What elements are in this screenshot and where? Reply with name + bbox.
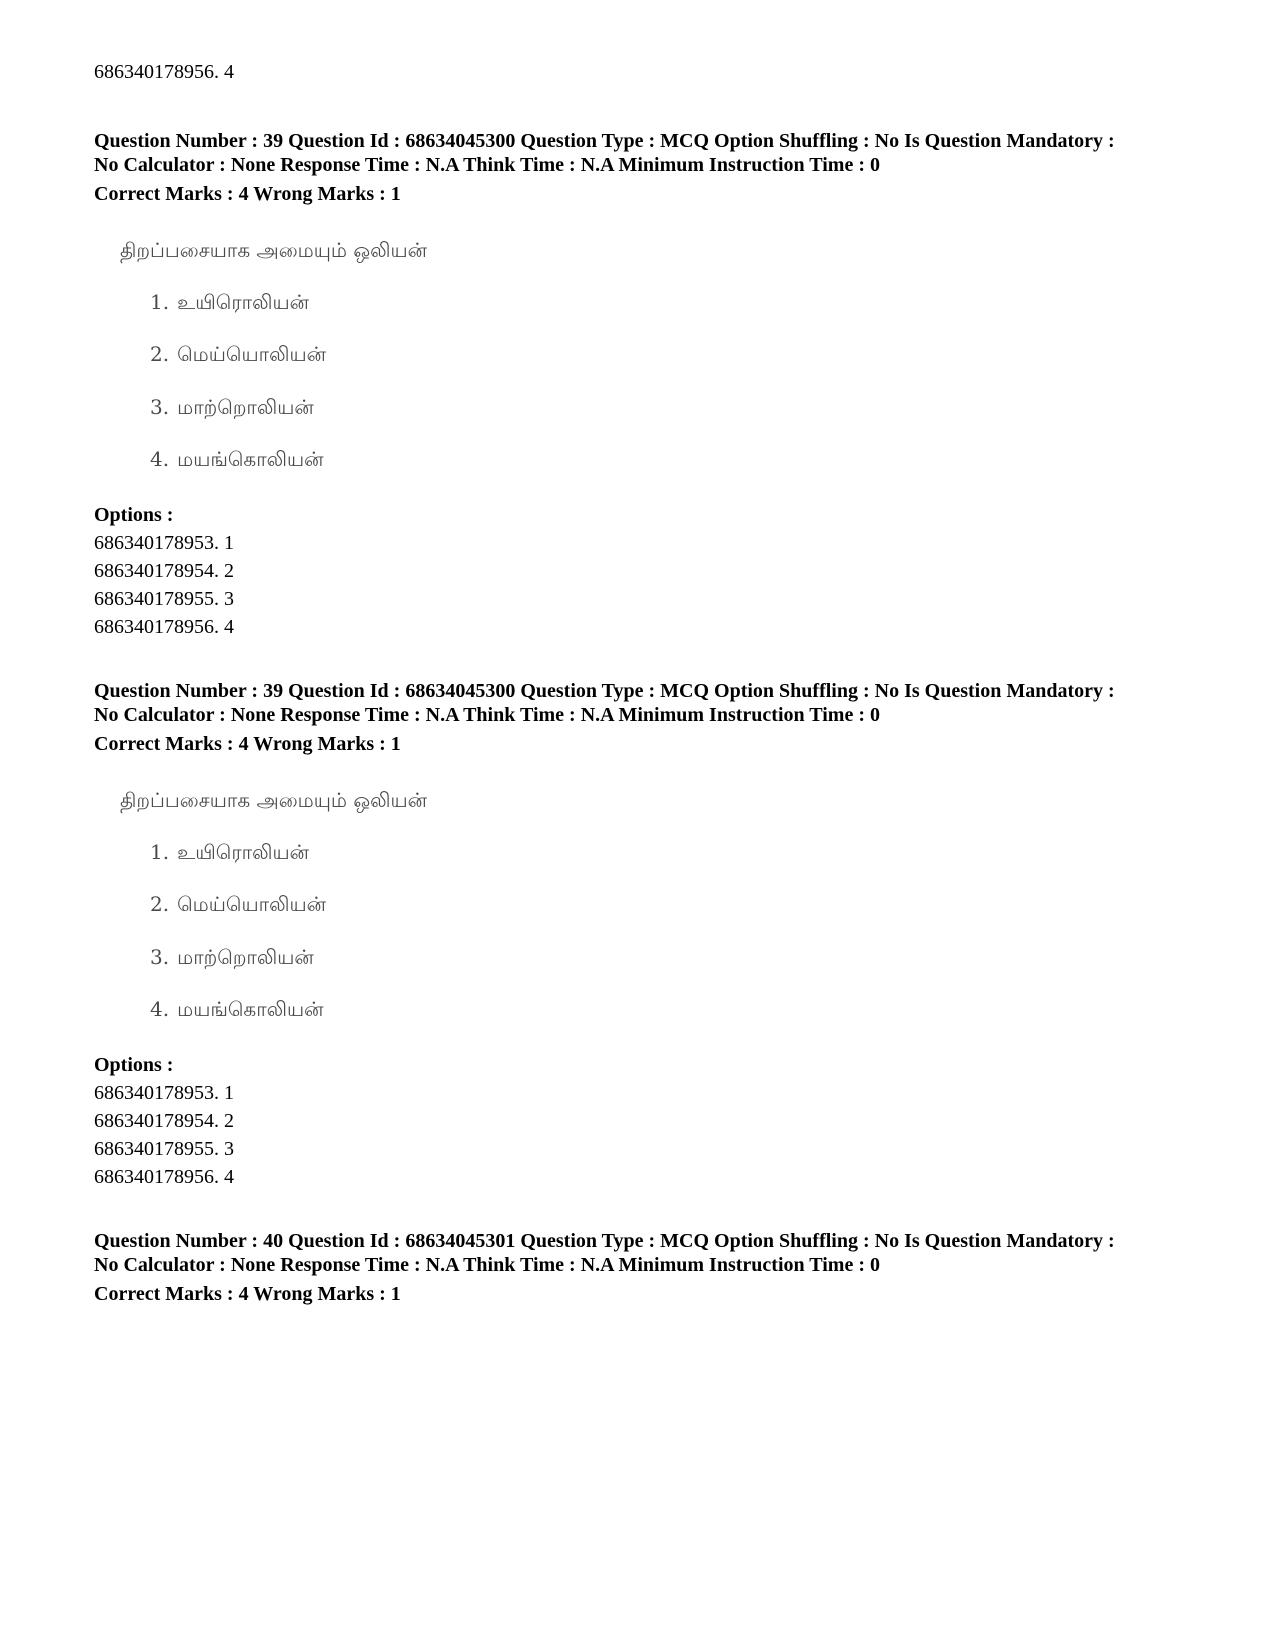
choice-text: உயிரொலியன் bbox=[177, 290, 310, 314]
question-marks: Correct Marks : 4 Wrong Marks : 1 bbox=[94, 183, 401, 205]
option-line: 686340178954. 2 bbox=[94, 560, 234, 582]
question-header-line-1: Question Number : 40 Question Id : 68634045301 Question Type : MCQ Option Shuffling : No Is Question Mandatory : bbox=[94, 1230, 1115, 1252]
option-line: 686340178956. 4 bbox=[94, 61, 234, 83]
question-image bbox=[94, 236, 494, 496]
option-line: 686340178956. 4 bbox=[94, 1166, 234, 1188]
option-line: 686340178955. 3 bbox=[94, 1138, 234, 1160]
option-line: 686340178956. 4 bbox=[94, 616, 234, 638]
choice-text: மாற்றொலியன் bbox=[177, 395, 314, 419]
choice-text: மெய்யொலியன் bbox=[177, 342, 326, 366]
question-choice bbox=[150, 995, 324, 1023]
question-header-line-2: No Calculator : None Response Time : N.A Think Time : N.A Minimum Instruction Time : 0 bbox=[94, 1254, 880, 1276]
question-marks: Correct Marks : 4 Wrong Marks : 1 bbox=[94, 733, 401, 755]
choice-number: 1. bbox=[150, 290, 170, 314]
option-line: 686340178953. 1 bbox=[94, 532, 234, 554]
question-choice bbox=[150, 445, 324, 473]
question-stem: திறப்பசையாக அமையும் ஒலியன் bbox=[120, 788, 428, 812]
question-choice bbox=[150, 340, 326, 368]
question-choice bbox=[150, 393, 314, 421]
question-choice bbox=[150, 943, 314, 971]
choice-number: 2. bbox=[150, 342, 170, 366]
options-label: Options : bbox=[94, 1054, 174, 1076]
question-choice bbox=[150, 890, 326, 918]
question-header-line-2: No Calculator : None Response Time : N.A Think Time : N.A Minimum Instruction Time : 0 bbox=[94, 704, 880, 726]
question-choice bbox=[150, 838, 309, 866]
question-image bbox=[94, 786, 494, 1046]
question-stem: திறப்பசையாக அமையும் ஒலியன் bbox=[120, 238, 428, 262]
options-label: Options : bbox=[94, 504, 174, 526]
choice-text: மாற்றொலியன் bbox=[177, 945, 314, 969]
question-header-line-1: Question Number : 39 Question Id : 68634045300 Question Type : MCQ Option Shuffling : No Is Question Mandatory : bbox=[94, 130, 1115, 152]
choice-number: 3. bbox=[150, 945, 170, 969]
option-line: 686340178955. 3 bbox=[94, 588, 234, 610]
choice-text: மெய்யொலியன் bbox=[177, 892, 326, 916]
choice-number: 1. bbox=[150, 840, 170, 864]
option-line: 686340178953. 1 bbox=[94, 1082, 234, 1104]
question-header-line-1: Question Number : 39 Question Id : 68634045300 Question Type : MCQ Option Shuffling : No Is Question Mandatory : bbox=[94, 680, 1115, 702]
choice-text: மயங்கொலியன் bbox=[177, 997, 324, 1021]
choice-number: 3. bbox=[150, 395, 170, 419]
question-header-line-2: No Calculator : None Response Time : N.A Think Time : N.A Minimum Instruction Time : 0 bbox=[94, 154, 880, 176]
option-line: 686340178954. 2 bbox=[94, 1110, 234, 1132]
choice-number: 4. bbox=[150, 997, 170, 1021]
choice-number: 2. bbox=[150, 892, 170, 916]
choice-text: மயங்கொலியன் bbox=[177, 447, 324, 471]
question-marks: Correct Marks : 4 Wrong Marks : 1 bbox=[94, 1283, 401, 1305]
question-choice bbox=[150, 288, 309, 316]
choice-text: உயிரொலியன் bbox=[177, 840, 310, 864]
choice-number: 4. bbox=[150, 447, 170, 471]
